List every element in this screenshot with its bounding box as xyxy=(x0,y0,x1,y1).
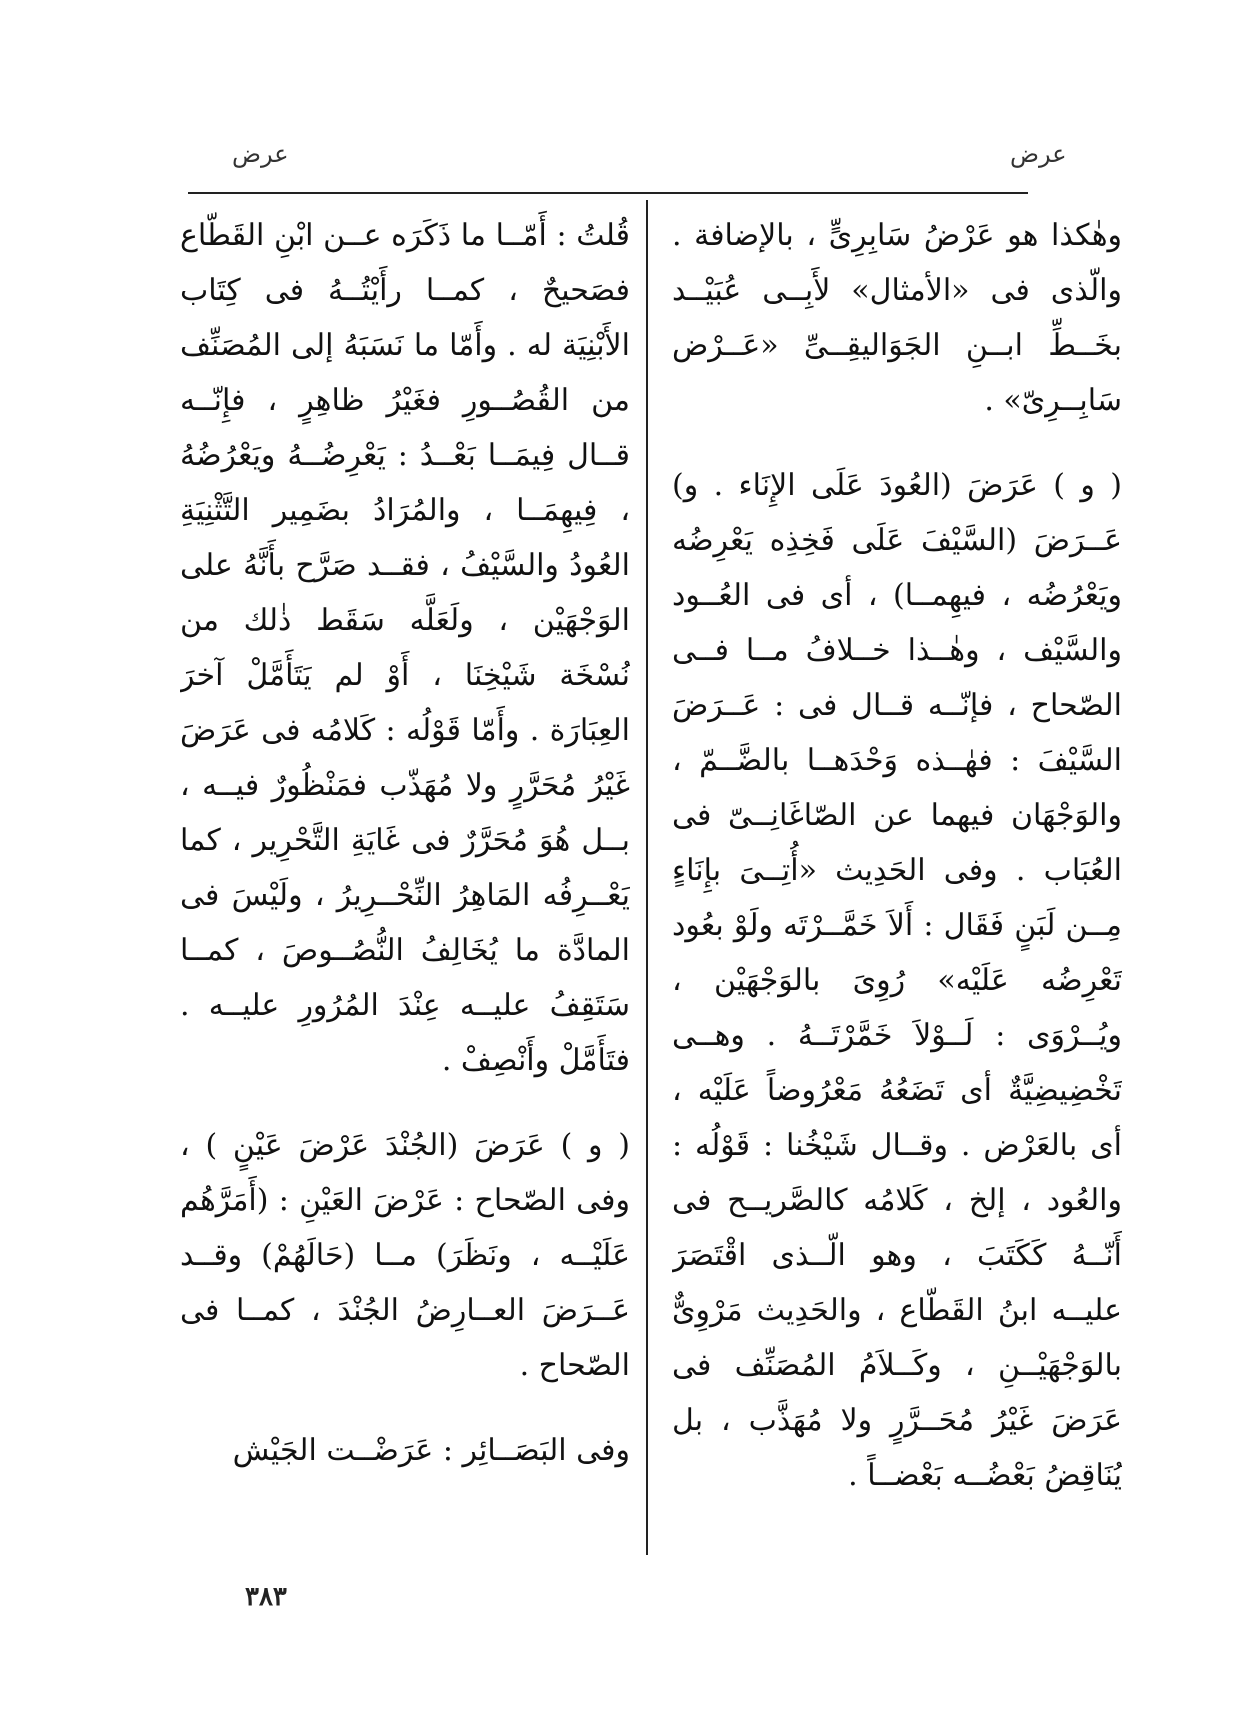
left-paragraph-2: ( و ) عَرَضَ (الجُنْدَ عَرْضَ عَيْنٍ ) ، وفى الصّحاح : عَرْضَ العَيْنِ : (أَمَرَّهُم عَلَيْــه ، ونَظَرَ) مــا (حَالَهُمْ) وقــد عَــرَضَ العــارِضُ الجُنْدَ ، كمــا فى الصّحاح . xyxy=(180,1128,630,1383)
left-paragraph-3: وفى البَصَــائِر : عَرَضْــت الجَيْش xyxy=(232,1433,630,1468)
left-column xyxy=(180,208,630,1553)
header-rule xyxy=(188,192,1028,194)
running-head-right: عرض xyxy=(1010,140,1067,168)
page-number: ٣٨٣ xyxy=(245,1582,287,1612)
right-paragraph-1: وهٰكذا هو عَرْضُ سَابِرِىٍّ ، بالإضافة . والّذى فى «الأمثال» لأَبِــى عُبَيْــد بخَــطِّ ابــنِ الجَوَاليقِــىِّ «عَــرْض سَابِــرِىّ» . xyxy=(672,218,1122,418)
right-column xyxy=(672,208,1122,1553)
column-divider xyxy=(646,200,648,1555)
right-paragraph-2: ( و ) عَرَضَ (العُودَ عَلَى الإِنَاء . و) عَــرَضَ (السَّيْفَ عَلَى فَخِذِه يَعْرِضُه ويَعْرُضُه ، فيهِمــا) ، أى فى العُــود والسَّيْف ، وهٰــذا خــلافُ مــا فــى الصّحاح ، فإنّــه قــال فى : عَــرَضَ السَّيْفَ : فهٰــذه وَحْدَهــا بالضَّــمّ ، والوَجْهَان فيهما عن الصّاغَانِــىّ فى العُبَاب . وفى الحَدِيث «أُتِــىَ بإِنَاءٍ مِــن لَبَنٍ فَقَال : أَلاَ خَمَّــرْتَه ولَوْ بعُود تَعْرِضُه عَلَيْه» رُوِىَ بالوَجْهَيْن ، ويُــرْوَى : لَــوْلاَ خَمَّرْتَــهُ . وهــى تَخْضِيضِيَّةٌ أى تَضَعُهُ مَعْرُوضاً عَلَيْه ، أى بالعَرْض . وقــال شَيْخُنا : قَوْلُه : والعُود ، إلخ ، كَلامُه كالصَّريــح فى أَنّــهُ كَكَتَبَ ، وهو الّــذى اقْتَصَرَ عليــه ابنُ القَطّاع ، والحَدِيث مَرْوِىٌّ بالوَجْهَيْــنِ ، وكَــلاَمُ المُصَنِّف فى عَرَضَ غَيْرُ مُحَــرَّرٍ ولا مُهَذَّب ، بل يُنَاقِضُ بَعْضُــه بَعْضــاً . xyxy=(672,468,1122,1493)
running-head-left: عرض xyxy=(232,140,289,168)
left-paragraph-1: قُلتُ : أَمّــا ما ذَكَرَه عــن ابْنِ القَطّاع فصَحيحٌ ، كمــا رأَيْتُــهُ فى كِتَاب الأَبْنِيَة له . وأَمّا ما نَسَبَهُ إلى المُصَنِّف من القُصُــورِ فغَيْرُ ظاهِرٍ ، فإِنّــه قــال فِيمَــا بَعْــدُ : يَعْرِضُــهُ ويَعْرُضُهُ ، فِيهِمَــا ، والمُرَادُ بضَمِير التَّثْنِيَةِ العُودُ والسَّيْفُ ، فقــد صَرَّح بأَنَّهُ على الوَجْهَيْن ، ولَعَلَّه سَقَط ذٰلك من نُسْخَة شَيْخِنَا ، أَوْ لم يَتَأَمَّلْ آخرَ العِبَارَة . وأَمّا قَوْلُه : كَلامُه فى عَرَضَ غَيْرُ مُحَرَّرٍ ولا مُهَذّب فمَنْظُورٌ فيــه ، بــل هُوَ مُحَرَّرٌ فى غَايَةِ التَّحْرِير ، كما يَعْــرِفُه المَاهِرُ النِّحْــرِيرُ ، ولَيْسَ فى المادَّة ما يُخَالِفُ النُّصُــوصَ ، كمــا سَتَقِفُ عليــه عِنْدَ المُرُورِ عليــه . فتَأَمَّلْ وأَنْصِفْ . xyxy=(180,218,630,1078)
